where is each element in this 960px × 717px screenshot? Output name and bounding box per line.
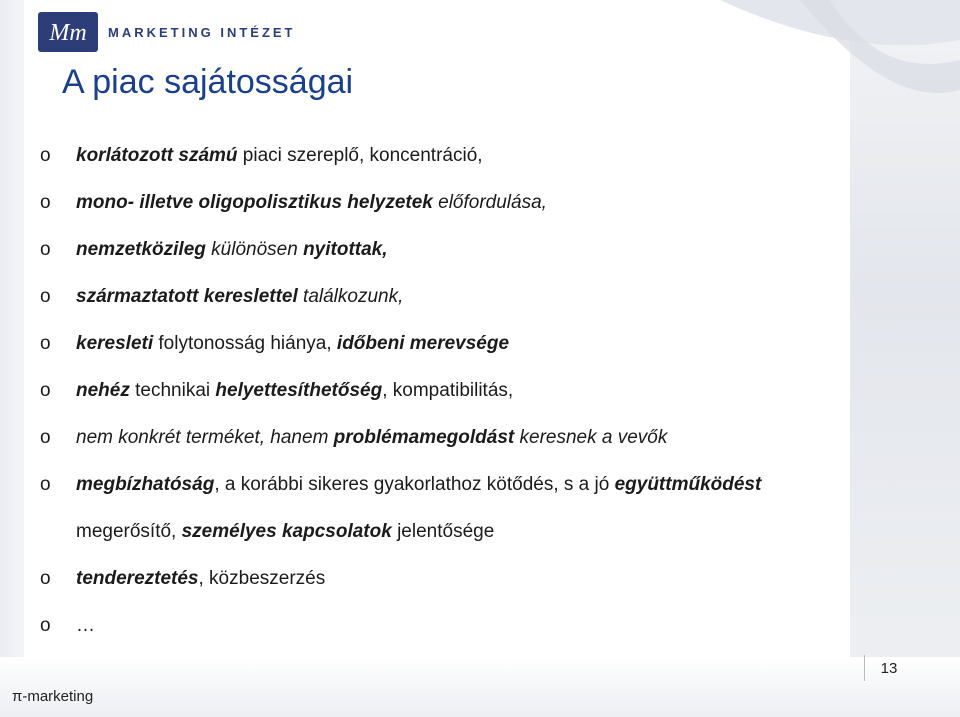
footer-text: π-marketing	[12, 688, 94, 705]
list-item-text	[76, 568, 325, 590]
list-item	[40, 521, 880, 568]
text-segment: nehéz	[76, 380, 130, 401]
list-item-text	[76, 333, 509, 355]
text-segment: problémamegoldást	[333, 427, 515, 448]
bullet-list	[40, 145, 880, 662]
list-item	[40, 427, 880, 474]
text-segment: megbízhatóság	[76, 474, 215, 495]
list-item-text	[76, 239, 388, 261]
text-segment: technikai	[129, 380, 216, 401]
list-item-text	[76, 286, 403, 308]
text-segment: személyes kapcsolatok	[181, 521, 392, 542]
text-segment: származtatott kereslettel	[76, 286, 298, 307]
list-item	[40, 333, 880, 380]
text-segment: , a korábbi sikeres gyakorlathoz kötődés, s a jó	[214, 474, 615, 495]
text-segment: különösen	[205, 239, 304, 260]
bullet-marker: o	[40, 192, 51, 213]
text-segment: , kompatibilitás,	[382, 380, 514, 401]
list-item-text	[76, 145, 483, 167]
list-item	[40, 286, 880, 333]
bullet-marker: o	[40, 239, 51, 260]
logo-brand-text: MARKETING INTÉZET	[108, 24, 296, 40]
page-number: 13	[864, 655, 913, 681]
bullet-marker: o	[40, 286, 51, 307]
logo-mark-icon	[38, 12, 98, 52]
bullet-marker: o	[40, 427, 51, 448]
bullet-marker: o	[40, 615, 51, 636]
text-segment: piaci szereplő, koncentráció,	[237, 145, 483, 166]
bullet-marker: o	[40, 333, 51, 354]
text-segment: nyitottak,	[303, 239, 388, 260]
list-item-text	[76, 192, 547, 214]
bottom-decor-band	[0, 657, 960, 717]
bullet-marker: o	[40, 474, 51, 495]
list-item	[40, 474, 880, 521]
text-segment: tendereztetés	[76, 568, 199, 589]
slide-title: A piac sajátosságai	[62, 63, 354, 101]
text-segment: együttműködést	[614, 474, 762, 495]
text-segment: keresleti	[76, 333, 154, 354]
list-item	[40, 239, 880, 286]
left-decor-band	[0, 0, 24, 717]
text-segment: korlátozott számú	[76, 145, 238, 166]
logo	[38, 12, 296, 52]
text-segment: mono- illetve oligopolisztikus helyzetek	[76, 192, 433, 213]
text-segment: folytonosság hiánya,	[153, 333, 337, 354]
text-segment: nemzetközileg	[76, 239, 206, 260]
text-segment: jelentősége	[391, 521, 495, 542]
text-segment: időbeni merevsége	[336, 333, 510, 354]
list-item-text	[76, 615, 95, 637]
bullet-marker: o	[40, 380, 51, 401]
list-item-text	[76, 474, 761, 496]
text-segment: , közbeszerzés	[198, 568, 326, 589]
text-segment: megerősítő,	[76, 521, 182, 542]
bullet-marker: o	[40, 145, 51, 166]
svg-text:Mm: Mm	[49, 20, 87, 46]
list-item	[40, 192, 880, 239]
text-segment: előfordulása,	[432, 192, 547, 213]
list-item-text	[76, 380, 513, 402]
text-segment: helyettesíthetőség	[215, 380, 383, 401]
list-item	[40, 380, 880, 427]
list-item	[40, 615, 880, 662]
text-segment: …	[76, 615, 95, 636]
text-segment: nem konkrét terméket, hanem	[76, 427, 334, 448]
bullet-marker: o	[40, 568, 51, 589]
list-item-text	[76, 427, 667, 449]
list-item	[40, 568, 880, 615]
list-item	[40, 145, 880, 192]
list-item-text	[76, 521, 494, 543]
text-segment: találkozunk,	[297, 286, 404, 307]
text-segment: keresnek a vevők	[514, 427, 668, 448]
